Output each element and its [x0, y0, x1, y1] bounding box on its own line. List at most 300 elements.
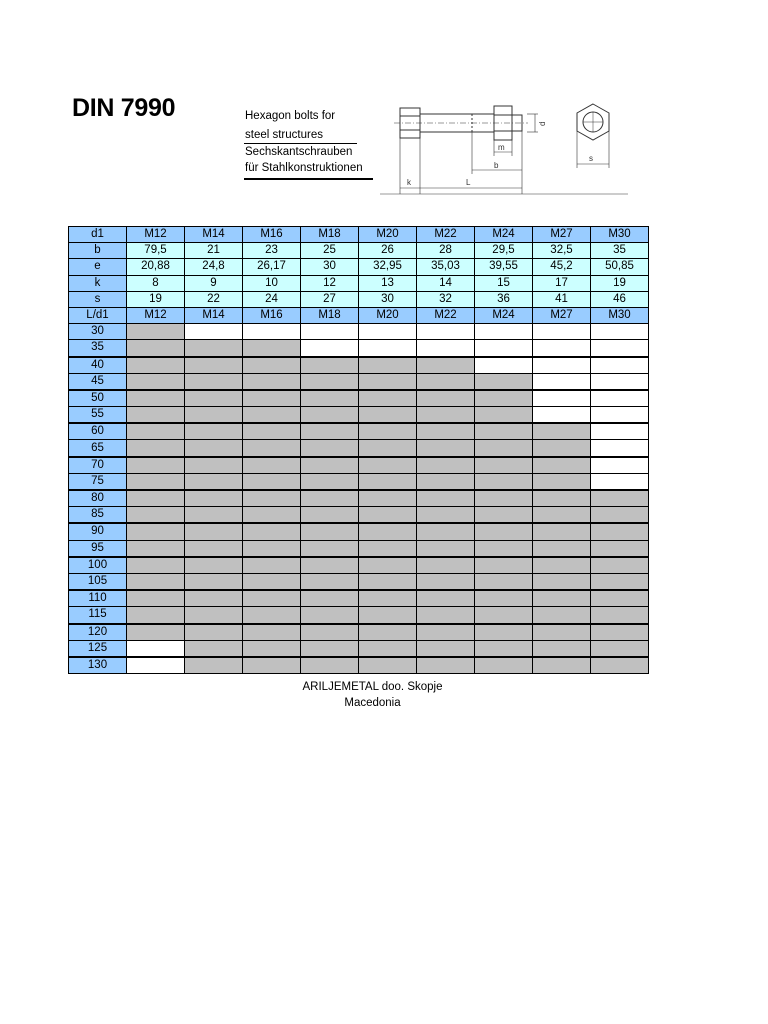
- unavailable-cell: [533, 324, 591, 340]
- unavailable-cell: [533, 357, 591, 374]
- available-cell: [243, 490, 301, 507]
- available-cell: [533, 557, 591, 574]
- length-row: [69, 490, 649, 507]
- spec-value-cell: 21: [185, 243, 243, 259]
- header-size-cell: M24: [475, 227, 533, 243]
- available-cell: [533, 573, 591, 590]
- spec-value-cell: 24,8: [185, 259, 243, 275]
- spec-value-cell: 45,2: [533, 259, 591, 275]
- available-cell: [185, 640, 243, 657]
- spec-value-cell: 12: [301, 275, 359, 291]
- spec-value-cell: 27: [301, 291, 359, 307]
- length-header-size-cell: M14: [185, 307, 243, 323]
- available-cell: [359, 657, 417, 674]
- length-header-size-cell: M20: [359, 307, 417, 323]
- spec-value-cell: 29,5: [475, 243, 533, 259]
- length-row: [69, 590, 649, 607]
- available-cell: [185, 573, 243, 590]
- length-row: [69, 507, 649, 524]
- spec-value-cell: 35: [591, 243, 649, 259]
- available-cell: [475, 557, 533, 574]
- available-cell: [243, 373, 301, 390]
- length-row-label: 50: [69, 390, 127, 407]
- length-row: [69, 657, 649, 674]
- available-cell: [591, 657, 649, 674]
- available-cell: [417, 457, 475, 474]
- available-cell: [359, 640, 417, 657]
- unavailable-cell: [417, 324, 475, 340]
- dim-label-k: k: [407, 178, 411, 187]
- available-cell: [127, 507, 185, 524]
- spec-value-cell: 26,17: [243, 259, 301, 275]
- available-cell: [243, 423, 301, 440]
- spec-value-cell: 32: [417, 291, 475, 307]
- available-cell: [417, 490, 475, 507]
- subtitle-line-2: steel structures: [245, 129, 323, 141]
- available-cell: [127, 624, 185, 641]
- dim-label-b: b: [494, 161, 499, 170]
- unavailable-cell: [301, 340, 359, 357]
- spec-value-cell: 14: [417, 275, 475, 291]
- available-cell: [359, 540, 417, 557]
- available-cell: [359, 390, 417, 407]
- available-cell: [127, 340, 185, 357]
- available-cell: [591, 557, 649, 574]
- unavailable-cell: [591, 473, 649, 490]
- header-size-cell: M27: [533, 227, 591, 243]
- spec-row-label: e: [69, 259, 127, 275]
- available-cell: [359, 507, 417, 524]
- spec-value-cell: 79,5: [127, 243, 185, 259]
- spec-value-cell: 17: [533, 275, 591, 291]
- available-cell: [359, 407, 417, 424]
- available-cell: [243, 557, 301, 574]
- bolt-size-table: [68, 226, 649, 674]
- available-cell: [475, 540, 533, 557]
- length-row: [69, 624, 649, 641]
- available-cell: [127, 324, 185, 340]
- available-cell: [243, 657, 301, 674]
- unavailable-cell: [591, 407, 649, 424]
- available-cell: [127, 557, 185, 574]
- available-cell: [243, 573, 301, 590]
- available-cell: [475, 390, 533, 407]
- length-row: [69, 390, 649, 407]
- available-cell: [301, 573, 359, 590]
- available-cell: [301, 357, 359, 374]
- available-cell: [185, 357, 243, 374]
- length-row: [69, 607, 649, 624]
- available-cell: [591, 624, 649, 641]
- available-cell: [127, 457, 185, 474]
- length-row-label: 130: [69, 657, 127, 674]
- available-cell: [417, 590, 475, 607]
- available-cell: [301, 590, 359, 607]
- available-cell: [301, 523, 359, 540]
- header-size-cell: M18: [301, 227, 359, 243]
- spec-value-cell: 23: [243, 243, 301, 259]
- available-cell: [127, 573, 185, 590]
- available-cell: [417, 607, 475, 624]
- available-cell: [185, 473, 243, 490]
- available-cell: [127, 540, 185, 557]
- length-row-label: 55: [69, 407, 127, 424]
- header-size-cell: M20: [359, 227, 417, 243]
- spec-value-cell: 8: [127, 275, 185, 291]
- available-cell: [301, 457, 359, 474]
- available-cell: [243, 440, 301, 457]
- spec-value-cell: 32,95: [359, 259, 417, 275]
- spec-value-cell: 25: [301, 243, 359, 259]
- spec-value-cell: 13: [359, 275, 417, 291]
- length-header-size-cell: M24: [475, 307, 533, 323]
- available-cell: [185, 407, 243, 424]
- available-cell: [185, 507, 243, 524]
- unavailable-cell: [591, 357, 649, 374]
- available-cell: [243, 607, 301, 624]
- available-cell: [243, 540, 301, 557]
- length-row-label: 30: [69, 324, 127, 340]
- length-row: [69, 407, 649, 424]
- available-cell: [533, 657, 591, 674]
- available-cell: [533, 523, 591, 540]
- available-cell: [417, 390, 475, 407]
- document-title: DIN 7990: [72, 94, 176, 122]
- available-cell: [475, 407, 533, 424]
- available-cell: [417, 624, 475, 641]
- available-cell: [185, 373, 243, 390]
- available-cell: [533, 624, 591, 641]
- length-row-label: 45: [69, 373, 127, 390]
- bolt-technical-drawing: [380, 96, 630, 200]
- available-cell: [185, 540, 243, 557]
- available-cell: [591, 490, 649, 507]
- available-cell: [185, 423, 243, 440]
- length-row-label: 65: [69, 440, 127, 457]
- available-cell: [185, 490, 243, 507]
- available-cell: [475, 607, 533, 624]
- available-cell: [243, 390, 301, 407]
- length-header-size-cell: M30: [591, 307, 649, 323]
- length-row: [69, 540, 649, 557]
- length-header-size-cell: M22: [417, 307, 475, 323]
- dim-label-d: d: [538, 121, 547, 126]
- length-row: [69, 473, 649, 490]
- available-cell: [359, 423, 417, 440]
- available-cell: [533, 640, 591, 657]
- available-cell: [127, 373, 185, 390]
- length-row: [69, 557, 649, 574]
- spec-value-cell: 22: [185, 291, 243, 307]
- available-cell: [417, 657, 475, 674]
- length-row-label: 75: [69, 473, 127, 490]
- available-cell: [475, 624, 533, 641]
- length-row-label: 100: [69, 557, 127, 574]
- available-cell: [301, 373, 359, 390]
- length-row: [69, 324, 649, 340]
- available-cell: [591, 573, 649, 590]
- available-cell: [475, 490, 533, 507]
- length-row: [69, 457, 649, 474]
- available-cell: [301, 440, 359, 457]
- available-cell: [475, 590, 533, 607]
- unavailable-cell: [475, 324, 533, 340]
- spec-row-label: s: [69, 291, 127, 307]
- available-cell: [591, 540, 649, 557]
- available-cell: [185, 657, 243, 674]
- spec-value-cell: 39,55: [475, 259, 533, 275]
- available-cell: [533, 590, 591, 607]
- spec-value-cell: 36: [475, 291, 533, 307]
- length-row: [69, 423, 649, 440]
- available-cell: [591, 590, 649, 607]
- available-cell: [301, 540, 359, 557]
- unavailable-cell: [591, 423, 649, 440]
- unavailable-cell: [533, 407, 591, 424]
- length-row: [69, 340, 649, 357]
- length-row-label: 115: [69, 607, 127, 624]
- available-cell: [359, 490, 417, 507]
- dim-label-m: m: [498, 143, 505, 152]
- available-cell: [591, 640, 649, 657]
- available-cell: [475, 473, 533, 490]
- spec-value-cell: 41: [533, 291, 591, 307]
- available-cell: [185, 590, 243, 607]
- available-cell: [533, 540, 591, 557]
- available-cell: [185, 557, 243, 574]
- header-size-cell: M30: [591, 227, 649, 243]
- spec-value-cell: 35,03: [417, 259, 475, 275]
- available-cell: [127, 490, 185, 507]
- available-cell: [417, 440, 475, 457]
- unavailable-cell: [127, 657, 185, 674]
- dim-label-L: L: [466, 178, 471, 187]
- available-cell: [359, 624, 417, 641]
- length-row: [69, 640, 649, 657]
- length-row-label: 40: [69, 357, 127, 374]
- spec-value-cell: 24: [243, 291, 301, 307]
- available-cell: [127, 390, 185, 407]
- available-cell: [127, 357, 185, 374]
- available-cell: [359, 607, 417, 624]
- available-cell: [359, 457, 417, 474]
- available-cell: [417, 373, 475, 390]
- available-cell: [243, 457, 301, 474]
- header-size-cell: M22: [417, 227, 475, 243]
- unavailable-cell: [591, 324, 649, 340]
- subtitle-line-3: Sechskantschrauben: [245, 146, 353, 158]
- available-cell: [301, 640, 359, 657]
- available-cell: [417, 540, 475, 557]
- spec-value-cell: 46: [591, 291, 649, 307]
- unavailable-cell: [591, 373, 649, 390]
- length-header-size-cell: M27: [533, 307, 591, 323]
- table-header-row: [69, 227, 649, 243]
- length-header-size-cell: M18: [301, 307, 359, 323]
- available-cell: [185, 457, 243, 474]
- length-row-label: 110: [69, 590, 127, 607]
- unavailable-cell: [533, 373, 591, 390]
- available-cell: [301, 507, 359, 524]
- available-cell: [475, 373, 533, 390]
- unavailable-cell: [591, 390, 649, 407]
- available-cell: [301, 423, 359, 440]
- available-cell: [243, 624, 301, 641]
- available-cell: [417, 407, 475, 424]
- length-header-label: L/d1: [69, 307, 127, 323]
- unavailable-cell: [417, 340, 475, 357]
- available-cell: [301, 407, 359, 424]
- available-cell: [533, 473, 591, 490]
- available-cell: [475, 423, 533, 440]
- unavailable-cell: [185, 324, 243, 340]
- spec-value-cell: 9: [185, 275, 243, 291]
- available-cell: [185, 624, 243, 641]
- length-row: [69, 573, 649, 590]
- length-row-label: 120: [69, 624, 127, 641]
- spec-value-cell: 32,5: [533, 243, 591, 259]
- available-cell: [475, 457, 533, 474]
- length-row: [69, 373, 649, 390]
- spec-row: [69, 275, 649, 291]
- available-cell: [243, 473, 301, 490]
- subtitle-underline: [244, 178, 373, 180]
- spec-row: [69, 291, 649, 307]
- available-cell: [359, 357, 417, 374]
- spec-value-cell: 10: [243, 275, 301, 291]
- spec-value-cell: 30: [301, 259, 359, 275]
- available-cell: [301, 657, 359, 674]
- subtitle-line-1: Hexagon bolts for: [245, 110, 336, 122]
- available-cell: [301, 390, 359, 407]
- available-cell: [359, 373, 417, 390]
- available-cell: [417, 573, 475, 590]
- available-cell: [243, 590, 301, 607]
- unavailable-cell: [359, 324, 417, 340]
- length-row-label: 80: [69, 490, 127, 507]
- spec-row: [69, 259, 649, 275]
- available-cell: [185, 440, 243, 457]
- available-cell: [301, 490, 359, 507]
- spec-value-cell: 19: [127, 291, 185, 307]
- available-cell: [185, 523, 243, 540]
- length-row-label: 105: [69, 573, 127, 590]
- available-cell: [417, 507, 475, 524]
- available-cell: [359, 523, 417, 540]
- length-row-label: 60: [69, 423, 127, 440]
- available-cell: [127, 590, 185, 607]
- available-cell: [359, 473, 417, 490]
- available-cell: [591, 507, 649, 524]
- company-country: Macedonia: [344, 697, 401, 709]
- unavailable-cell: [591, 440, 649, 457]
- spec-value-cell: 28: [417, 243, 475, 259]
- dim-label-s: s: [589, 154, 593, 163]
- header-label: d1: [69, 227, 127, 243]
- available-cell: [359, 590, 417, 607]
- available-cell: [127, 440, 185, 457]
- available-cell: [533, 507, 591, 524]
- unavailable-cell: [533, 340, 591, 357]
- available-cell: [417, 640, 475, 657]
- spec-row: [69, 243, 649, 259]
- unavailable-cell: [591, 457, 649, 474]
- available-cell: [417, 473, 475, 490]
- available-cell: [185, 390, 243, 407]
- available-cell: [475, 573, 533, 590]
- available-cell: [185, 607, 243, 624]
- available-cell: [533, 423, 591, 440]
- available-cell: [417, 557, 475, 574]
- length-row: [69, 440, 649, 457]
- length-row-label: 35: [69, 340, 127, 357]
- available-cell: [533, 457, 591, 474]
- available-cell: [533, 440, 591, 457]
- available-cell: [127, 607, 185, 624]
- available-cell: [475, 523, 533, 540]
- available-cell: [243, 640, 301, 657]
- available-cell: [359, 440, 417, 457]
- subtitle-divider: [244, 143, 357, 144]
- length-row-label: 70: [69, 457, 127, 474]
- company-footer: [240, 679, 505, 711]
- unavailable-cell: [475, 357, 533, 374]
- header-size-cell: M12: [127, 227, 185, 243]
- available-cell: [591, 607, 649, 624]
- available-cell: [475, 440, 533, 457]
- company-name: ARILJEMETAL doo. Skopje: [302, 681, 443, 693]
- available-cell: [417, 357, 475, 374]
- unavailable-cell: [243, 324, 301, 340]
- unavailable-cell: [533, 390, 591, 407]
- length-header-row: [69, 307, 649, 323]
- available-cell: [243, 507, 301, 524]
- length-row-label: 90: [69, 523, 127, 540]
- spec-value-cell: 26: [359, 243, 417, 259]
- spec-value-cell: 20,88: [127, 259, 185, 275]
- length-row-label: 85: [69, 507, 127, 524]
- available-cell: [301, 624, 359, 641]
- length-row-label: 95: [69, 540, 127, 557]
- subtitle-line-4: für Stahlkonstruktionen: [245, 162, 363, 174]
- length-row-label: 125: [69, 640, 127, 657]
- available-cell: [301, 557, 359, 574]
- available-cell: [359, 557, 417, 574]
- available-cell: [301, 473, 359, 490]
- available-cell: [475, 657, 533, 674]
- available-cell: [243, 407, 301, 424]
- spec-row-label: k: [69, 275, 127, 291]
- available-cell: [417, 423, 475, 440]
- length-header-size-cell: M12: [127, 307, 185, 323]
- unavailable-cell: [359, 340, 417, 357]
- available-cell: [127, 407, 185, 424]
- length-header-size-cell: M16: [243, 307, 301, 323]
- available-cell: [417, 523, 475, 540]
- available-cell: [475, 507, 533, 524]
- length-row: [69, 357, 649, 374]
- unavailable-cell: [301, 324, 359, 340]
- spec-value-cell: 19: [591, 275, 649, 291]
- available-cell: [127, 473, 185, 490]
- available-cell: [475, 640, 533, 657]
- spec-row-label: b: [69, 243, 127, 259]
- spec-value-cell: 30: [359, 291, 417, 307]
- available-cell: [533, 607, 591, 624]
- available-cell: [243, 340, 301, 357]
- unavailable-cell: [475, 340, 533, 357]
- available-cell: [127, 423, 185, 440]
